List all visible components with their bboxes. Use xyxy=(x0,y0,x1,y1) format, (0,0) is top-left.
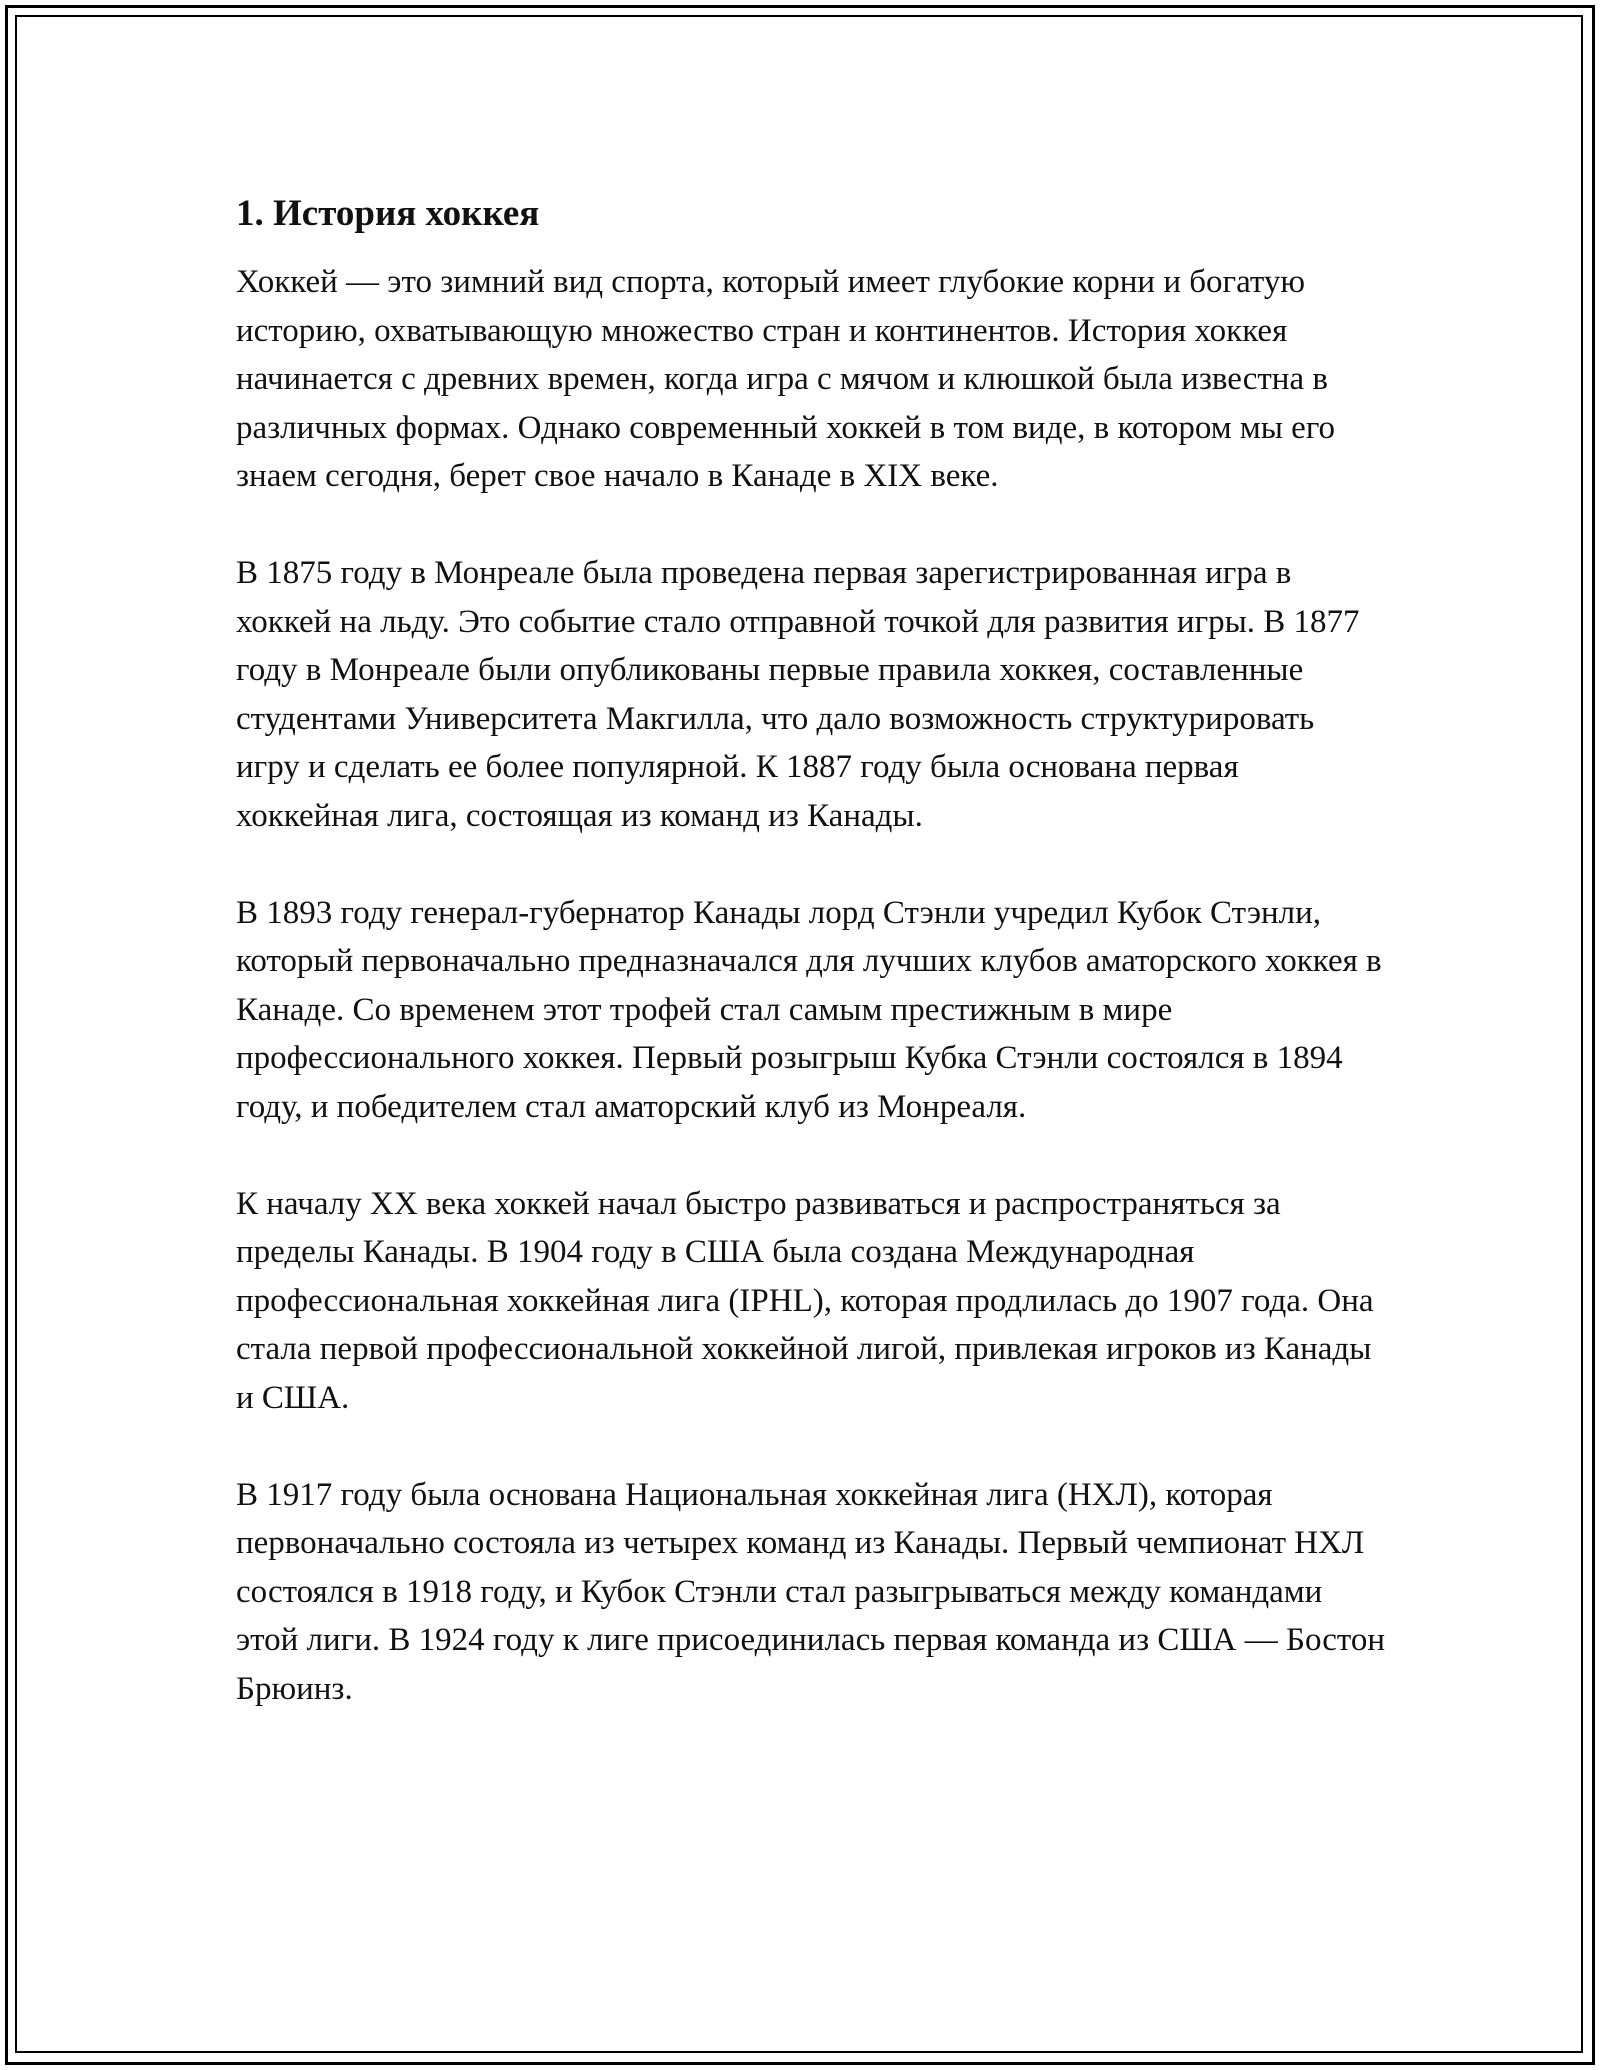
paragraph-nhl: В 1917 году была основана Национальная хоккейная лига (НХЛ), которая первоначально состояла из четырех команд из Канады. Первый чемпионат НХЛ состоялся в 1918 году, и Кубок Стэнли стал разыгрываться между командами этой лиги. В 1924 году к лиге присоединилась первая команда из США — Бостон Брюинз. xyxy=(236,1476,1386,1707)
paragraph-iphl: К началу XX века хоккей начал быстро развиваться и распространяться за пределы Канады. В 1904 году в США была создана Международная профессиональная хоккейная лига (IPHL), которая продлилась до 1907 года. Она стала первой профессиональной хоккейной лигой, привлекая игроков из Канады и США. xyxy=(236,1185,1374,1416)
document-body xyxy=(236,190,1386,1762)
paragraph-stanley-cup: В 1893 году генерал-губернатор Канады лорд Стэнли учредил Кубок Стэнли, который первоначально предназначался для лучших клубов аматорского хоккея в Канаде. Со временем этот трофей стал самым престижным в мире профессионального хоккея. Первый розыгрыш Кубка Стэнли состоялся в 1894 году, и победителем стал аматорский клуб из Монреаля. xyxy=(236,894,1382,1125)
paragraph-montreal-1875: В 1875 году в Монреале была проведена первая зарегистрированная игра в хоккей на льду. Это событие стало отправной точкой для развития игры. В 1877 году в Монреале были опубликованы первые правила хоккея, составленные студентами Университета Макгилла, что дало возможность структурировать игру и сделать ее более популярной. К 1887 году была основана первая хоккейная лига, состоящая из команд из Канады. xyxy=(236,555,1360,834)
section-heading: 1. История хоккея xyxy=(236,193,540,234)
paragraph-hockey-origins: Хоккей — это зимний вид спорта, который имеет глубокие корни и богатую историю, охватывающую множество стран и континентов. История хоккея начинается с древних времен, когда игра с мячом и клюшкой была известна в различных формах. Однако современный хоккей в том виде, в котором мы его знаем сегодня, берет свое начало в Канаде в XIX веке. xyxy=(236,264,1336,494)
